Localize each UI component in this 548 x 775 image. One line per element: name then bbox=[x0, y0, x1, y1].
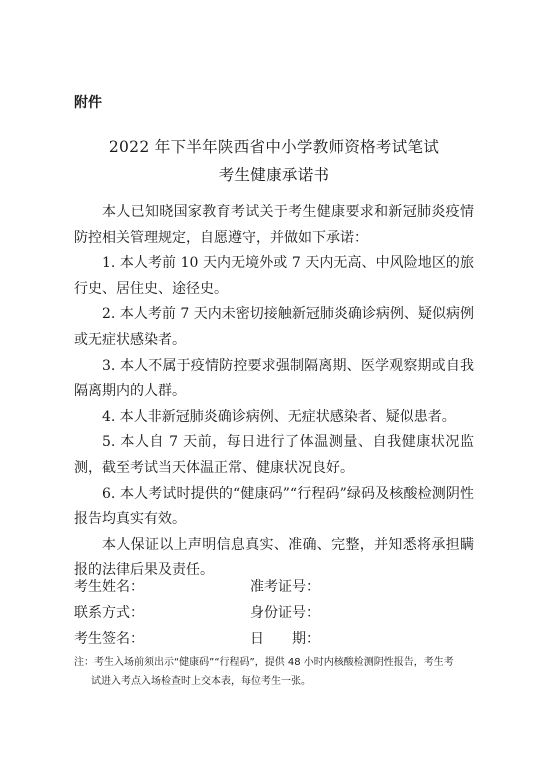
pledge-item-4: 4. 本人非新冠肺炎确诊病例、无症状感染者、疑似患者。 bbox=[102, 408, 456, 425]
document-title: 2022 年下半年陕西省中小学教师资格考试笔试 bbox=[108, 138, 440, 156]
id-number-label: 身份证号： bbox=[250, 605, 320, 621]
pledge-item-3: 3. 本人不属于疫情防控要求强制隔离期、医学观察期或自我隔离期内的人群。 bbox=[74, 357, 474, 400]
closing-paragraph: 本人保证以上声明信息真实、准确、完整，并知悉将承担瞒报的法律后果及责任。 bbox=[74, 536, 474, 579]
contact-label: 联系方式： bbox=[74, 605, 144, 621]
signature-row-2 bbox=[74, 602, 144, 622]
signature-label: 考生签名： bbox=[74, 631, 144, 647]
pledge-item-1: 1. 本人考前 10 天内无境外或 7 天内无高、中风险地区的旅行史、居住史、途径史。 bbox=[74, 255, 474, 297]
signature-row-3 bbox=[74, 628, 144, 648]
attachment-label: 附件 bbox=[74, 95, 102, 111]
signature-row-1-right bbox=[250, 576, 320, 596]
pledge-item-5: 5. 本人自 7 天前，每日进行了体温测量、自我健康状况监测，截至考试当天体温正常、健康状况良好。 bbox=[74, 434, 474, 476]
footnote-line-1: 注：考生入场前须出示“健康码”“行程码”，提供 48 小时内核酸检测阴性报告，考生考 bbox=[74, 657, 454, 668]
pledge-item-6: 6. 本人考试时提供的“健康码”“行程码”绿码及核酸检测阴性报告均真实有效。 bbox=[74, 485, 474, 528]
pledge-item-2: 2. 本人考前 7 天内未密切接触新冠肺炎确诊病例、疑似病例或无症状感染者。 bbox=[74, 306, 474, 348]
intro-paragraph: 本人已知晓国家教育考试关于考生健康要求和新冠肺炎疫情防控相关管理规定，自愿遵守，并做如下承诺： bbox=[74, 204, 474, 246]
signature-row-3-right bbox=[250, 628, 320, 648]
pledge-body bbox=[74, 200, 474, 584]
name-label: 考生姓名： bbox=[74, 579, 144, 595]
date-label: 日 期： bbox=[250, 631, 320, 647]
footnote bbox=[74, 653, 494, 691]
signature-row-1 bbox=[74, 576, 144, 596]
ticket-number-label: 准考证号： bbox=[250, 579, 320, 595]
signature-row-2-right bbox=[250, 602, 320, 622]
footnote-line-2: 试进入考点入场检查时上交本表，每位考生一张。 bbox=[91, 676, 311, 687]
document-subtitle: 考生健康承诺书 bbox=[218, 166, 330, 184]
